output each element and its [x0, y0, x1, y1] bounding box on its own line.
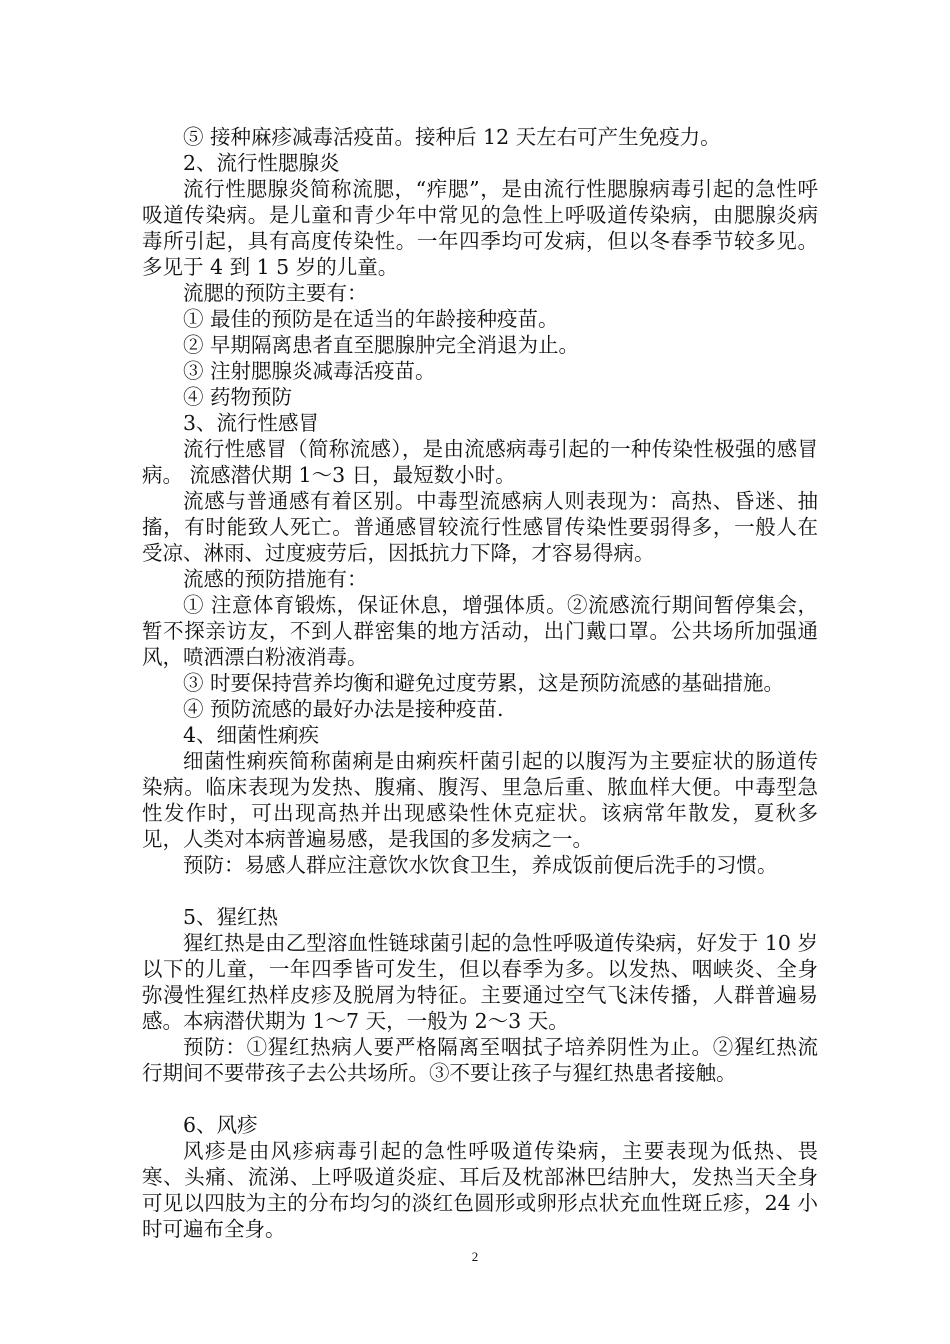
paragraph-influenza-item-3: ③ 时要保持营养均衡和避免过度劳累，这是预防流感的基础措施。: [183, 671, 785, 695]
paragraph-mumps-prevention-title: 流腮的预防主要有：: [183, 281, 368, 305]
paragraph-mumps-item-1: ① 最佳的预防是在适当的年龄接种疫苗。: [183, 307, 559, 331]
paragraph-influenza-prevention-title: 流感的预防措施有：: [183, 567, 368, 591]
paragraph-influenza-item-1-2: ① 注意体育锻炼，保证休息，增强体质。②流感流行期间暂停集会，暂不探亲访友，不到人群密集的地方活动，出门戴口罩。公共场所加强通风，喷洒漂白粉液消毒。: [142, 593, 818, 669]
paragraph-scarlet-fever-prevention: 预防：①猩红热病人要严格隔离至咽拭子培养阴性为止。②猩红热流行期间不要带孩子去公共场所。③不要让孩子与猩红热患者接触。: [142, 1035, 818, 1085]
paragraph-scarlet-fever-intro: 猩红热是由乙型溶血性链球菌引起的急性呼吸道传染病，好发于 10 岁以下的儿童，一年四季皆可发生，但以春季为多。以发热、咽峡炎、全身弥漫性猩红热样皮疹及脱屑为特征。主要通过空气飞沫传播，人群普遍易感。本病潜伏期为 1～7 天，一般为 2～3 天。: [142, 931, 818, 1033]
paragraph-dysentery-intro: 细菌性痢疾简称菌痢是由痢疾杆菌引起的以腹泻为主要症状的肠道传染病。临床表现为发热、腹痛、腹泻、里急后重、脓血样大便。中毒型急性发作时，可出现高热并出现感染性休克症状。该病常年散发，夏秋多见，人类对本病普遍易感，是我国的多发病之一。: [142, 749, 818, 851]
paragraph-mumps-item-4: ④ 药物预防: [183, 385, 293, 409]
page-number: 2: [471, 1249, 479, 1264]
heading-dysentery: 4、细菌性痢疾: [183, 723, 320, 747]
paragraph-mumps-item-2: ② 早期隔离患者直至腮腺肿完全消退为止。: [183, 333, 580, 357]
heading-mumps: 2、流行性腮腺炎: [183, 151, 340, 175]
paragraph-rubella-intro: 风疹是由风疹病毒引起的急性呼吸道传染病，主要表现为低热、畏寒、头痛、流涕、上呼吸道炎症、耳后及枕部淋巴结肿大，发热当天全身可见以四肢为主的分布均匀的淡红色圆形或卵形点状充血性斑丘疹，24 小时可遍布全身。: [142, 1139, 818, 1241]
heading-rubella: 6、风疹: [183, 1113, 258, 1137]
paragraph-measles-vaccine: ⑤ 接种麻疹减毒活疫苗。接种后 12 天左右可产生免疫力。: [183, 125, 721, 149]
paragraph-dysentery-prevention: 预防：易感人群应注意饮水饮食卫生，养成饭前便后洗手的习惯。: [183, 853, 778, 877]
paragraph-influenza-intro: 流行性感冒（简称流感），是由流感病毒引起的一种传染性极强的感冒病。 流感潜伏期 1～3 日，最短数小时。: [142, 437, 818, 487]
paragraph-mumps-intro: 流行性腮腺炎简称流腮，“痄腮”，是由流行性腮腺病毒引起的急性呼吸道传染病。是儿童和青少年中常见的急性上呼吸道传染病，由腮腺炎病毒所引起，具有高度传染性。一年四季均可发病，但以冬春季节较多见。多见于 4 到 1 5 岁的儿童。: [142, 177, 818, 279]
document-body: [142, 124, 818, 1242]
paragraph-mumps-item-3: ③ 注射腮腺炎减毒活疫苗。: [183, 359, 436, 383]
paragraph-influenza-difference: 流感与普通感有着区别。中毒型流感病人则表现为：高热、昏迷、抽搐，有时能致人死亡。普通感冒较流行性感冒传染性要弱得多，一般人在受凉、淋雨、过度疲劳后，因抵抗力下降，才容易得病。: [142, 489, 818, 565]
heading-influenza: 3、流行性感冒: [183, 411, 320, 435]
paragraph-influenza-item-4: ④ 预防流感的最好办法是接种疫苗.: [183, 697, 504, 721]
heading-scarlet-fever: 5、猩红热: [183, 905, 279, 929]
